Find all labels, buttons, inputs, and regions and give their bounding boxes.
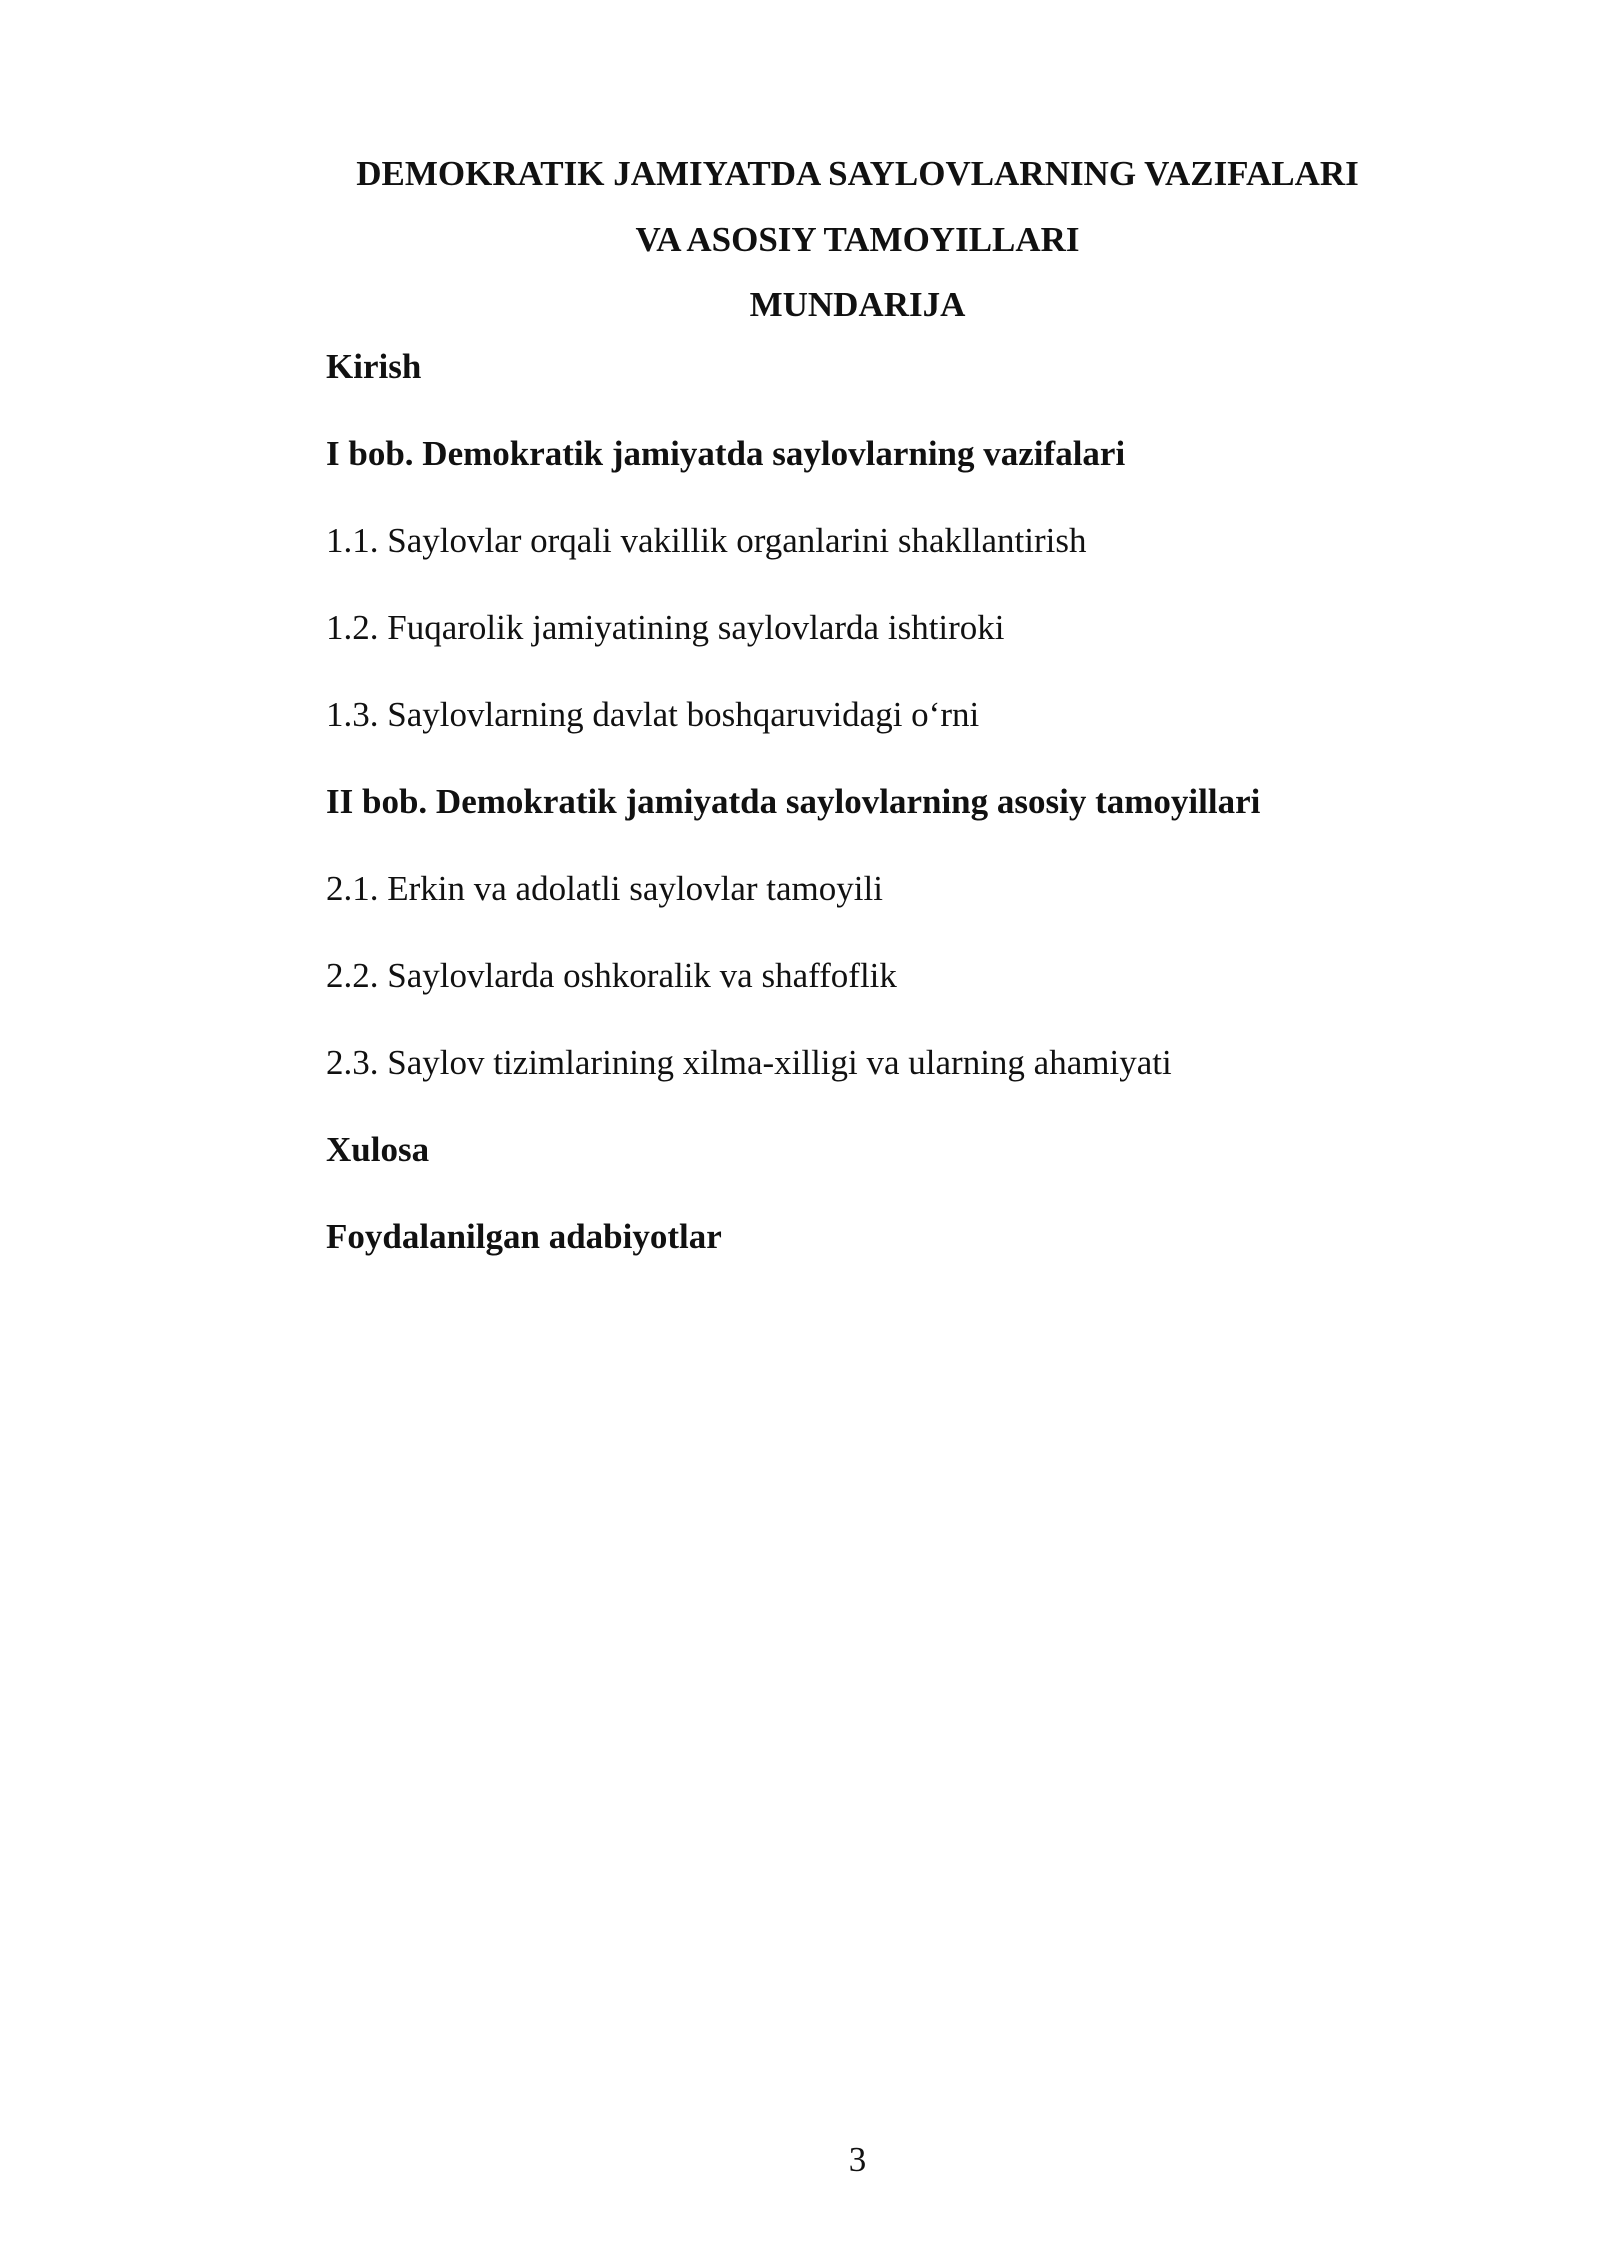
toc-entry-section-2-2: 2.2. Saylovlarda oshkoralik va shaffoflik [326, 956, 897, 995]
toc-heading: MUNDARIJA [749, 285, 966, 324]
toc-entry-section-2-3: 2.3. Saylov tizimlarining xilma-xilligi va ularning ahamiyati [326, 1043, 1172, 1082]
toc-entry-chapter-2: II bob. Demokratik jamiyatda saylovlarning asosiy tamoyillari [326, 782, 1261, 821]
document-title-line-1: DEMOKRATIK JAMIYATDA SAYLOVLARNING VAZIFALARI [356, 154, 1359, 193]
toc-entry-section-2-1: 2.1. Erkin va adolatli saylovlar tamoyili [326, 869, 883, 908]
toc-entry-section-1-1: 1.1. Saylovlar orqali vakillik organlarini shakllantirish [326, 521, 1087, 560]
toc-entry-xulosa: Xulosa [326, 1130, 430, 1169]
toc-entry-section-1-3: 1.3. Saylovlarning davlat boshqaruvidagi o‘rni [326, 695, 980, 734]
toc-entry-chapter-1: I bob. Demokratik jamiyatda saylovlarning vazifalari [326, 434, 1126, 473]
page-number: 3 [848, 2140, 867, 2179]
toc-entry-kirish: Kirish [326, 347, 422, 386]
toc-entry-adabiyotlar: Foydalanilgan adabiyotlar [326, 1217, 722, 1256]
toc-entry-section-1-2: 1.2. Fuqarolik jamiyatining saylovlarda ishtiroki [326, 608, 1005, 647]
document-title-line-2: VA ASOSIY TAMOYILLARI [635, 220, 1080, 259]
